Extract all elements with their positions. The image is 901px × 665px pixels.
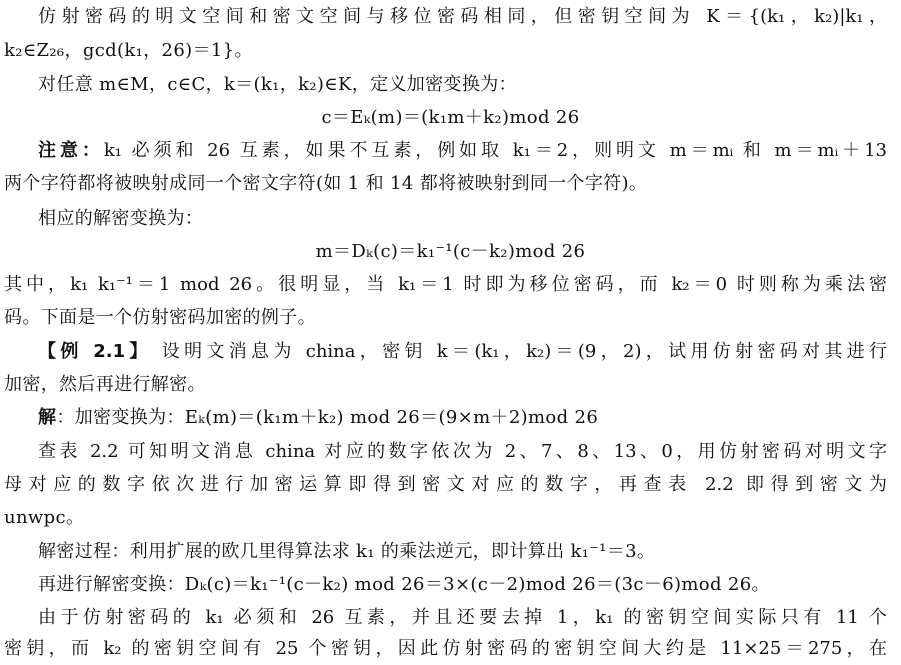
keyspace-line-2: 密钥，而 k₂ 的密钥空间有 25 个密钥，因此仿射密码的密钥空间大约是 11×25＝275，在 — [4, 638, 887, 659]
solution-text: ：加密变换为：Eₖ(m)＝(k₁m＋k₂) mod 26＝(9×m＋2)mod 26 — [56, 407, 599, 428]
decryption-intro: 相应的解密变换为： — [38, 208, 204, 229]
note-line-1 — [0, 138, 901, 164]
encryption-definition-intro: 对任意 m∈M，c∈C，k＝(k₁，k₂)∈K，定义加密变换为： — [38, 74, 517, 95]
explanation-line-2: 码。下面是一个仿射密码加密的例子。 — [4, 307, 316, 328]
keyspace-line-1: 由于仿射密码的 k₁ 必须和 26 互素，并且还要去掉 1，k₁ 的密钥空间实际只有 11 个 — [38, 607, 887, 628]
decryption-formula: m＝Dₖ(c)＝k₁⁻¹(c－k₂)mod 26 — [315, 241, 586, 262]
example-label: 【例 2.1】 — [38, 341, 152, 362]
example-line-2: 加密，然后再进行解密。 — [4, 374, 206, 395]
note-text: k₁ 必须和 26 互素，如果不互素，例如取 k₁＝2，则明文 m＝mᵢ 和 m＝mᵢ＋13 — [103, 140, 887, 161]
note-line-2: 两个字符都将被映射成同一个密文字符(如 1 和 14 都将被映射到同一个字符)。 — [4, 173, 648, 194]
solution-line — [0, 405, 901, 431]
note-label: 注意： — [38, 140, 104, 161]
paragraph-affine-keyspace-line-2: k₂∈Z₂₆，gcd(k₁，26)＝1}。 — [4, 40, 253, 61]
ciphertext-result: unwpc。 — [4, 507, 85, 528]
decryption-transform: 再进行解密变换：Dₖ(c)＝k₁⁻¹(c－k₂) mod 26＝3×(c－2)mod 26＝(3c－6)mod 26。 — [38, 574, 770, 595]
example-heading-line — [0, 339, 901, 365]
encryption-formula: c＝Eₖ(m)＝(k₁m＋k₂)mod 26 — [321, 107, 580, 128]
explanation-line-1: 其中，k₁ k₁⁻¹＝1 mod 26。很明显，当 k₁＝1 时即为移位密码，而 k₂＝0 时则称为乘法密 — [4, 274, 887, 295]
lookup-line-2: 母对应的数字依次进行加密运算即得到密文对应的数字，再查表 2.2 即得到密文为 — [4, 474, 887, 495]
decryption-process: 解密过程：利用扩展的欧几里得算法求 k₁ 的乘法逆元，即计算出 k₁⁻¹＝3。 — [38, 541, 656, 562]
paragraph-affine-keyspace-line-1: 仿射密码的明文空间和密文空间与移位密码相同，但密钥空间为 K＝{(k₁，k₂)|k₁， — [38, 6, 887, 27]
lookup-line-1: 查表 2.2 可知明文消息 china 对应的数字依次为 2、7、8、13、0，用仿射密码对明文字 — [38, 441, 887, 462]
solution-label: 解 — [38, 407, 57, 428]
example-text: 设明文消息为 china，密钥 k＝(k₁，k₂)＝(9，2)，试用仿射密码对其进行 — [151, 341, 887, 362]
